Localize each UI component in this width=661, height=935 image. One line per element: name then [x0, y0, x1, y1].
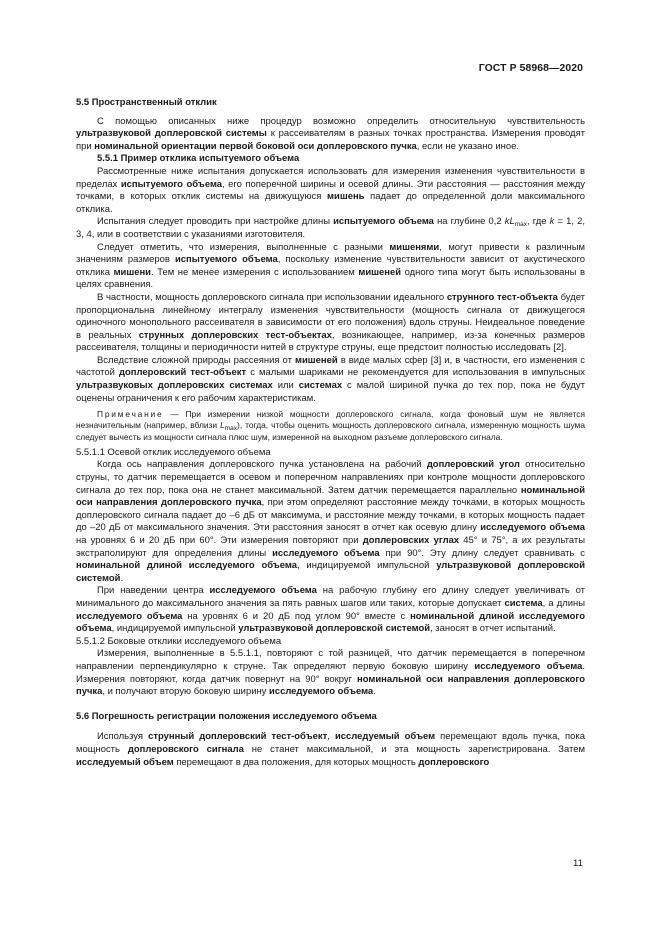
- paragraph: С помощью описанных ниже процедур возможно определить относительную чувствительность ультразвуковой доплеровской системы к рассеивателям в разных точках пространства. Измерения проводят при номинальной ориентации первой боковой оси доплеровского пучка, если не указано иное.: [76, 115, 585, 152]
- paragraph: Рассмотренные ниже испытания допускается использовать для измерения изменения чувствительности в пределах испытуемого объема, его поперечной ширины и осевой длины. Эти расстояния — расстояния между точками, в которых отклик системы на движущуюся мишень падает до определенной доли максимального отклика.: [76, 165, 586, 215]
- section-title-5-5-1-2: 5.5.1.2 Боковые отклики исследуемого объема: [76, 635, 282, 647]
- paragraph: Когда ось направления доплеровского пучка установлена на рабочий доплеровский угол относительно струны, то датчик перемещается в осевом и поперечном направлениях при контроле мощности доплеровского сигнала до тех пор, пока она не станет максимальной. Затем датчик перемещается параллельно номинальной оси направления доплеровского пучка, при этом определяют расстояние между точками, в которых мощность доплеровского сигнала падает до –6 дБ от максимума, и расстояние между точками, в которых мощность падает до –20 дБ от максимального значения. Эти расстояния заносят в отчет как осевую длину исследуемого объема на уровнях 6 и 20 дБ при 60°. Эти измерения повторяют при доплеровских углах 45° и 75°, а их результаты экстраполируют для определения длины исследуемого объема при 90°. Эту длину следует сравнивать с номинальной длиной исследуемого объема, индицируемой импульсной ультразвуковой доплеровской системой.: [76, 459, 585, 584]
- paragraph: В частности, мощность доплеровского сигнала при использовании идеального струнного тест-объекта будет пропорциональна линейному интегралу изменения чувствительности (мощность сигнала от движущегося одиночного монопольного рассеивателя в зависимости от его положения) вдоль струны. Неидеальное поведение в реальных струнных доплеровских тест-объектах, возникающее, например, из-за конечных размеров рассеивателя, толщины и периодичности нитей в структуре струны, еще предстоит полностью исследовать [2].: [76, 291, 585, 354]
- paragraph: Вследствие сложной природы рассеяния от мишеней в виде малых сфер [3] и, в частности, его изменения с частотой доплеровский тест-объект с малыми шариками не рекомендуется для использования в импульсных ультразвуковых доплеровских системах или системах с малой шириной пучка до тех пор, пока не будут оценены ограничения к его рабочим характеристикам.: [76, 354, 585, 404]
- section-title-5-5-1: 5.5.1 Пример отклика испытуемого объема: [97, 153, 300, 165]
- section-title-5-5: 5.5 Пространственный отклик: [76, 97, 217, 108]
- note: Примечание — При измерении низкой мощности доплеровского сигнала, когда фоновый шум не является незначительным (например, вблизи $L_{max}$), тогда, чтобы оценить мощность доплеровского сигнала, измеренную мощность шума следует вычесть из мощности сигнала плюс шум, измеренной на выходном разъеме доплеровского сигнала.: [76, 409, 585, 442]
- page-number: 11: [573, 858, 583, 869]
- section-title-5-5-1-1: 5.5.1.1 Осевой отклик исследуемого объема: [76, 446, 271, 458]
- note-label: Примечание: [97, 409, 164, 420]
- paragraph: Используя струнный доплеровский тест-объект, исследуемый объем перемещают вдоль пучка, пока мощность доплеровского сигнала не станет максимальной, и эта мощность зарегистрирована. Затем исследуемый объем перемещают в два положения, для которых мощность доплеровского: [76, 731, 585, 768]
- paragraph: Измерения, выполненные в 5.5.1.1, повторяют с той разницей, что датчик перемещается в поперечном направлении перпендикулярно к струне. Так определяют первую боковую ширину исследуемого объема. Измерения повторяют, когда датчик повернут на 90° вокруг номинальной оси направления доплеровского пучка, и получают вторую боковую ширину исследуемого объема.: [76, 648, 586, 698]
- paragraph: Испытания следует проводить при настройке длины испытуемого объема на глубине 0,2 $kL_{max}$, где k = 1, 2, 3, 4, или в соответствии с указаниями изготовителя.: [76, 216, 585, 240]
- paragraph: Следует отметить, что измерения, выполненные с разными мишенями, могут привести к различным значениям размеров испытуемого объема, поскольку изменение чувствительности зависит от акустического отклика мишени. Тем не менее измерения с использованием мишеней одного типа могут быть использованы в целях сравнения.: [76, 241, 586, 291]
- document-body: [76, 91, 585, 769]
- section-title-5-6: 5.6 Погрешность регистрации положения исследуемого объема: [76, 710, 377, 722]
- paragraph: При наведении центра исследуемого объема на рабочую глубину его длину следует увеличивать от минимального до максимального значения за пять равных шагов или таких, которые допускает система, а длины исследуемого объема на уровнях 6 и 20 дБ под углом 90° вместе с номинальной длиной исследуемого объема, индицируемой импульсной ультразвуковой доплеровской системой, заносят в отчет испытаний.: [76, 585, 585, 635]
- document-header: ГОСТ Р 58968—2020: [478, 63, 583, 74]
